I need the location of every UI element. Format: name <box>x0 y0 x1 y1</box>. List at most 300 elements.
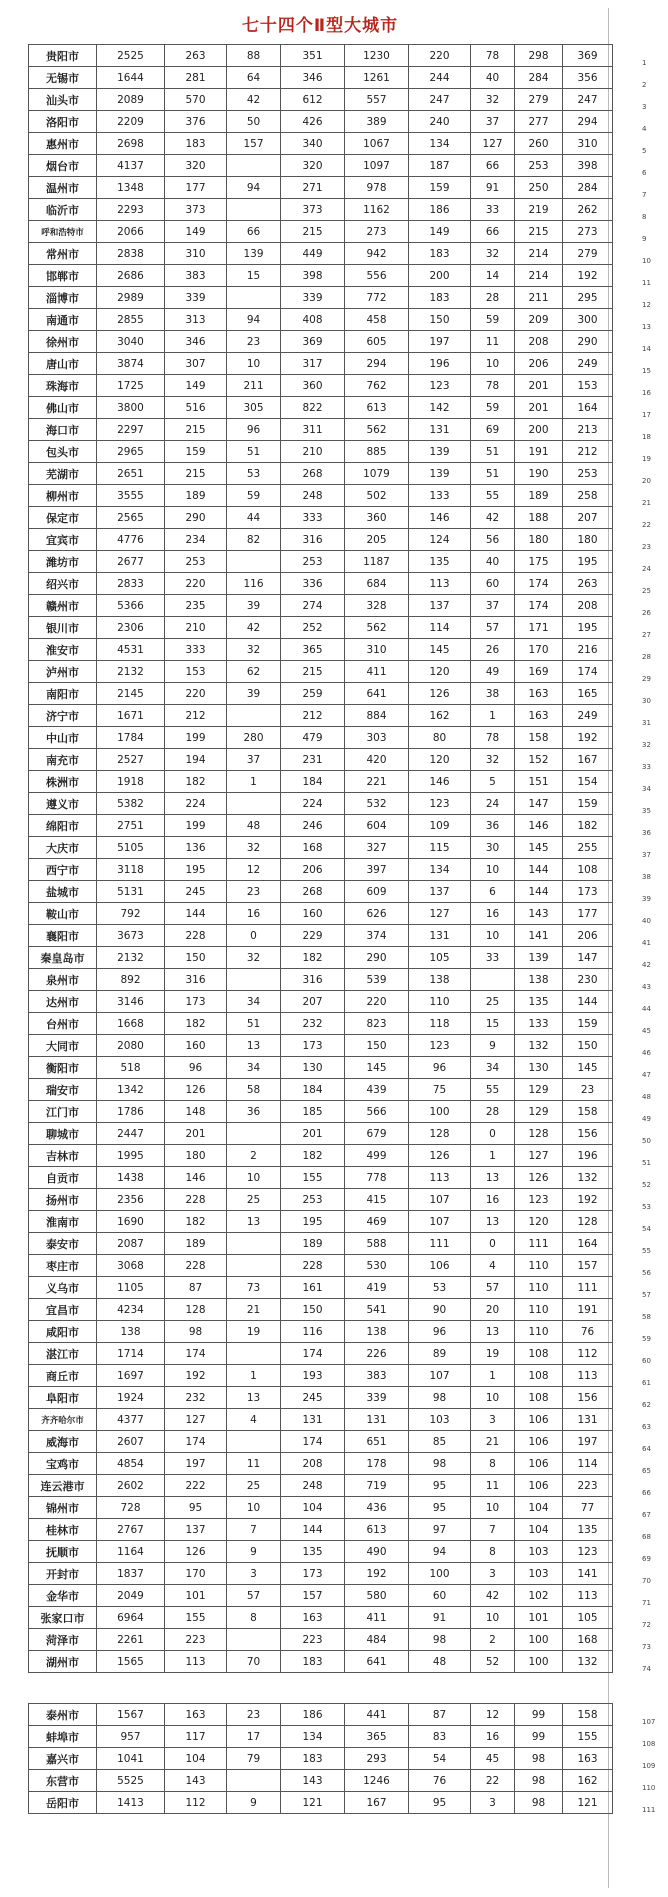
city-name-cell: 吉林市 <box>29 1145 97 1167</box>
value-cell-c2: 223 <box>165 1629 227 1651</box>
value-cell-c3: 157 <box>227 133 281 155</box>
value-cell-c2: 313 <box>165 309 227 331</box>
value-cell-c4: 339 <box>281 287 345 309</box>
value-cell-c1: 1918 <box>97 771 165 793</box>
table-row <box>29 1748 613 1770</box>
value-cell-c8: 132 <box>515 1035 563 1057</box>
value-cell-c3: 39 <box>227 683 281 705</box>
city-name-cell: 烟台市 <box>29 155 97 177</box>
value-cell-c1: 2209 <box>97 111 165 133</box>
rank-number: 26 <box>642 609 651 617</box>
city-name-cell: 枣庄市 <box>29 1255 97 1277</box>
value-cell-c9: 154 <box>563 771 613 793</box>
value-cell-c9: 112 <box>563 1343 613 1365</box>
value-cell-c5: 562 <box>345 617 409 639</box>
value-cell-c8: 99 <box>515 1726 563 1748</box>
value-cell-c8: 253 <box>515 155 563 177</box>
value-cell-c7: 13 <box>471 1167 515 1189</box>
value-cell-c5: 365 <box>345 1726 409 1748</box>
value-cell-c5: 885 <box>345 441 409 463</box>
table-title: 七十四个Ⅱ型大城市 <box>241 16 399 36</box>
value-cell-c3: 39 <box>227 595 281 617</box>
value-cell-c4: 317 <box>281 353 345 375</box>
value-cell-c5: 339 <box>345 1387 409 1409</box>
value-cell-c4: 248 <box>281 1475 345 1497</box>
value-cell-c7: 22 <box>471 1770 515 1792</box>
value-cell-c5: 290 <box>345 947 409 969</box>
value-cell-c2: 235 <box>165 595 227 617</box>
value-cell-c9: 177 <box>563 903 613 925</box>
table-row <box>29 991 613 1013</box>
value-cell-c2: 136 <box>165 837 227 859</box>
rank-number: 108 <box>642 1740 656 1748</box>
value-cell-c1: 4377 <box>97 1409 165 1431</box>
rank-number: 1 <box>642 59 647 67</box>
value-cell-c7: 14 <box>471 265 515 287</box>
value-cell-c7: 32 <box>471 749 515 771</box>
value-cell-c1: 2838 <box>97 243 165 265</box>
city-name-cell: 温州市 <box>29 177 97 199</box>
value-cell-c3: 62 <box>227 661 281 683</box>
value-cell-c6: 138 <box>409 969 471 991</box>
value-cell-c6: 97 <box>409 1519 471 1541</box>
value-cell-c5: 566 <box>345 1101 409 1123</box>
value-cell-c1: 4531 <box>97 639 165 661</box>
value-cell-c4: 228 <box>281 1255 345 1277</box>
city-name-cell: 蚌埠市 <box>29 1726 97 1748</box>
value-cell-c9: 164 <box>563 1233 613 1255</box>
table-row <box>29 507 613 529</box>
table-row <box>29 903 613 925</box>
value-cell-c2: 320 <box>165 155 227 177</box>
city-name-cell: 潍坊市 <box>29 551 97 573</box>
value-cell-c9: 258 <box>563 485 613 507</box>
value-cell-c8: 260 <box>515 133 563 155</box>
value-cell-c6: 133 <box>409 485 471 507</box>
value-cell-c1: 2447 <box>97 1123 165 1145</box>
value-cell-c5: 609 <box>345 881 409 903</box>
value-cell-c6: 137 <box>409 881 471 903</box>
value-cell-c1: 1784 <box>97 727 165 749</box>
value-cell-c9: 165 <box>563 683 613 705</box>
value-cell-c7: 55 <box>471 1079 515 1101</box>
value-cell-c3: 51 <box>227 441 281 463</box>
value-cell-c6: 94 <box>409 1541 471 1563</box>
value-cell-c7: 2 <box>471 1629 515 1651</box>
value-cell-c1: 1786 <box>97 1101 165 1123</box>
value-cell-c3: 23 <box>227 331 281 353</box>
value-cell-c7: 40 <box>471 551 515 573</box>
value-cell-c7: 24 <box>471 793 515 815</box>
value-cell-c6: 131 <box>409 925 471 947</box>
value-cell-c1: 1567 <box>97 1704 165 1726</box>
value-cell-c1: 3068 <box>97 1255 165 1277</box>
value-cell-c9: 76 <box>563 1321 613 1343</box>
table-row <box>29 1497 613 1519</box>
value-cell-c5: 167 <box>345 1792 409 1814</box>
value-cell-c4: 184 <box>281 771 345 793</box>
value-cell-c6: 85 <box>409 1431 471 1453</box>
value-cell-c8: 284 <box>515 67 563 89</box>
value-cell-c7: 13 <box>471 1211 515 1233</box>
table-row <box>29 1792 613 1814</box>
value-cell-c5: 220 <box>345 991 409 1013</box>
rank-number: 8 <box>642 213 647 221</box>
value-cell-c2: 180 <box>165 1145 227 1167</box>
value-cell-c3: 96 <box>227 419 281 441</box>
value-cell-c5: 580 <box>345 1585 409 1607</box>
value-cell-c8: 209 <box>515 309 563 331</box>
value-cell-c8: 141 <box>515 925 563 947</box>
value-cell-c9: 131 <box>563 1409 613 1431</box>
value-cell-c1: 2965 <box>97 441 165 463</box>
value-cell-c3: 79 <box>227 1748 281 1770</box>
value-cell-c5: 420 <box>345 749 409 771</box>
value-cell-c7: 91 <box>471 177 515 199</box>
value-cell-c3 <box>227 199 281 221</box>
value-cell-c7: 38 <box>471 683 515 705</box>
value-cell-c7: 32 <box>471 89 515 111</box>
value-cell-c7: 20 <box>471 1299 515 1321</box>
city-name-cell: 淮南市 <box>29 1211 97 1233</box>
value-cell-c5: 651 <box>345 1431 409 1453</box>
city-name-cell: 扬州市 <box>29 1189 97 1211</box>
table-row <box>29 1277 613 1299</box>
value-cell-c9: 135 <box>563 1519 613 1541</box>
table-row <box>29 331 613 353</box>
value-cell-c5: 383 <box>345 1365 409 1387</box>
value-cell-c4: 224 <box>281 793 345 815</box>
rank-number: 68 <box>642 1533 651 1541</box>
value-cell-c8: 106 <box>515 1409 563 1431</box>
table-row <box>29 177 613 199</box>
value-cell-c5: 226 <box>345 1343 409 1365</box>
value-cell-c4: 229 <box>281 925 345 947</box>
city-name-cell: 襄阳市 <box>29 925 97 947</box>
value-cell-c5: 557 <box>345 89 409 111</box>
value-cell-c3: 57 <box>227 1585 281 1607</box>
city-name-cell: 东营市 <box>29 1770 97 1792</box>
value-cell-c1: 518 <box>97 1057 165 1079</box>
value-cell-c1: 2261 <box>97 1629 165 1651</box>
rank-number: 45 <box>642 1027 651 1035</box>
value-cell-c8: 126 <box>515 1167 563 1189</box>
value-cell-c2: 189 <box>165 485 227 507</box>
value-cell-c3: 88 <box>227 45 281 67</box>
value-cell-c4: 185 <box>281 1101 345 1123</box>
value-cell-c1: 1725 <box>97 375 165 397</box>
value-cell-c1: 5525 <box>97 1770 165 1792</box>
value-cell-c9: 159 <box>563 1013 613 1035</box>
value-cell-c4: 253 <box>281 1189 345 1211</box>
table-row <box>29 1343 613 1365</box>
value-cell-c5: 1230 <box>345 45 409 67</box>
table-row <box>29 221 613 243</box>
value-cell-c3: 36 <box>227 1101 281 1123</box>
value-cell-c5: 397 <box>345 859 409 881</box>
value-cell-c2: 173 <box>165 991 227 1013</box>
value-cell-c2: 98 <box>165 1321 227 1343</box>
value-cell-c9: 206 <box>563 925 613 947</box>
value-cell-c6: 111 <box>409 1233 471 1255</box>
value-cell-c3: 51 <box>227 1013 281 1035</box>
city-name-cell: 唐山市 <box>29 353 97 375</box>
value-cell-c4: 340 <box>281 133 345 155</box>
value-cell-c5: 490 <box>345 1541 409 1563</box>
value-cell-c1: 2145 <box>97 683 165 705</box>
value-cell-c7: 16 <box>471 903 515 925</box>
value-cell-c6: 127 <box>409 903 471 925</box>
value-cell-c6: 145 <box>409 639 471 661</box>
value-cell-c8: 106 <box>515 1431 563 1453</box>
value-cell-c1: 1714 <box>97 1343 165 1365</box>
value-cell-c4: 253 <box>281 551 345 573</box>
table-row <box>29 1519 613 1541</box>
value-cell-c3: 50 <box>227 111 281 133</box>
value-cell-c7: 3 <box>471 1792 515 1814</box>
rank-number: 70 <box>642 1577 651 1585</box>
rank-number: 52 <box>642 1181 651 1189</box>
value-cell-c1: 3800 <box>97 397 165 419</box>
rank-number: 44 <box>642 1005 651 1013</box>
value-cell-c3 <box>227 1255 281 1277</box>
value-cell-c2: 177 <box>165 177 227 199</box>
value-cell-c8: 175 <box>515 551 563 573</box>
value-cell-c4: 174 <box>281 1431 345 1453</box>
value-cell-c9: 369 <box>563 45 613 67</box>
value-cell-c8: 163 <box>515 705 563 727</box>
value-cell-c8: 103 <box>515 1563 563 1585</box>
value-cell-c6: 95 <box>409 1792 471 1814</box>
city-name-cell: 达州市 <box>29 991 97 1013</box>
table-row <box>29 287 613 309</box>
rank-number: 60 <box>642 1357 651 1365</box>
value-cell-c5: 389 <box>345 111 409 133</box>
value-cell-c6: 123 <box>409 1035 471 1057</box>
value-cell-c7: 59 <box>471 309 515 331</box>
value-cell-c4: 135 <box>281 1541 345 1563</box>
value-cell-c2: 333 <box>165 639 227 661</box>
value-cell-c1: 3874 <box>97 353 165 375</box>
city-name-cell: 盐城市 <box>29 881 97 903</box>
value-cell-c7: 57 <box>471 617 515 639</box>
value-cell-c4: 360 <box>281 375 345 397</box>
value-cell-c3: 8 <box>227 1607 281 1629</box>
city-name-cell: 咸阳市 <box>29 1321 97 1343</box>
value-cell-c5: 499 <box>345 1145 409 1167</box>
table-row <box>29 1189 613 1211</box>
value-cell-c6: 186 <box>409 199 471 221</box>
table-row <box>29 1101 613 1123</box>
value-cell-c3 <box>227 1343 281 1365</box>
value-cell-c1: 2306 <box>97 617 165 639</box>
value-cell-c8: 163 <box>515 683 563 705</box>
value-cell-c9: 356 <box>563 67 613 89</box>
value-cell-c4: 479 <box>281 727 345 749</box>
table-row <box>29 1211 613 1233</box>
value-cell-c6: 54 <box>409 1748 471 1770</box>
value-cell-c6: 98 <box>409 1387 471 1409</box>
table-row <box>29 815 613 837</box>
value-cell-c7: 32 <box>471 243 515 265</box>
value-cell-c1: 3146 <box>97 991 165 1013</box>
value-cell-c8: 174 <box>515 573 563 595</box>
value-cell-c8: 298 <box>515 45 563 67</box>
table-row <box>29 595 613 617</box>
value-cell-c6: 109 <box>409 815 471 837</box>
value-cell-c1: 4234 <box>97 1299 165 1321</box>
rank-number: 27 <box>642 631 651 639</box>
value-cell-c4: 274 <box>281 595 345 617</box>
city-name-cell: 无锡市 <box>29 67 97 89</box>
city-name-cell: 株洲市 <box>29 771 97 793</box>
value-cell-c9: 279 <box>563 243 613 265</box>
rank-number: 38 <box>642 873 651 881</box>
table-body <box>29 45 613 1814</box>
value-cell-c2: 143 <box>165 1770 227 1792</box>
value-cell-c6: 247 <box>409 89 471 111</box>
value-cell-c8: 102 <box>515 1585 563 1607</box>
value-cell-c1: 3673 <box>97 925 165 947</box>
value-cell-c5: 626 <box>345 903 409 925</box>
city-name-cell: 抚顺市 <box>29 1541 97 1563</box>
value-cell-c9: 123 <box>563 1541 613 1563</box>
value-cell-c9: 255 <box>563 837 613 859</box>
value-cell-c7: 57 <box>471 1277 515 1299</box>
value-cell-c4: 182 <box>281 1145 345 1167</box>
city-name-cell: 常州市 <box>29 243 97 265</box>
value-cell-c1: 892 <box>97 969 165 991</box>
value-cell-c4: 173 <box>281 1035 345 1057</box>
value-cell-c4: 316 <box>281 529 345 551</box>
value-cell-c5: 719 <box>345 1475 409 1497</box>
value-cell-c6: 120 <box>409 661 471 683</box>
value-cell-c6: 183 <box>409 243 471 265</box>
value-cell-c1: 957 <box>97 1726 165 1748</box>
value-cell-c8: 128 <box>515 1123 563 1145</box>
value-cell-c6: 123 <box>409 375 471 397</box>
table-row <box>29 1770 613 1792</box>
city-name-cell: 开封市 <box>29 1563 97 1585</box>
value-cell-c1: 5131 <box>97 881 165 903</box>
rank-number: 29 <box>642 675 651 683</box>
value-cell-c8: 129 <box>515 1079 563 1101</box>
value-cell-c6: 149 <box>409 221 471 243</box>
table-row <box>29 397 613 419</box>
value-cell-c4: 449 <box>281 243 345 265</box>
value-cell-c9: 141 <box>563 1563 613 1585</box>
value-cell-c8: 214 <box>515 243 563 265</box>
value-cell-c9: 77 <box>563 1497 613 1519</box>
city-name-cell: 中山市 <box>29 727 97 749</box>
value-cell-c5: 604 <box>345 815 409 837</box>
value-cell-c9: 208 <box>563 595 613 617</box>
value-cell-c8: 104 <box>515 1519 563 1541</box>
value-cell-c3: 116 <box>227 573 281 595</box>
value-cell-c6: 240 <box>409 111 471 133</box>
value-cell-c1: 2132 <box>97 947 165 969</box>
value-cell-c9: 191 <box>563 1299 613 1321</box>
value-cell-c8: 211 <box>515 287 563 309</box>
value-cell-c2: 126 <box>165 1541 227 1563</box>
rank-number: 25 <box>642 587 651 595</box>
value-cell-c9: 310 <box>563 133 613 155</box>
value-cell-c6: 146 <box>409 771 471 793</box>
value-cell-c8: 190 <box>515 463 563 485</box>
value-cell-c1: 1438 <box>97 1167 165 1189</box>
value-cell-c5: 411 <box>345 1607 409 1629</box>
value-cell-c6: 113 <box>409 1167 471 1189</box>
value-cell-c7: 52 <box>471 1651 515 1673</box>
rank-number: 22 <box>642 521 651 529</box>
city-name-cell: 商丘市 <box>29 1365 97 1387</box>
value-cell-c6: 200 <box>409 265 471 287</box>
value-cell-c2: 234 <box>165 529 227 551</box>
value-cell-c5: 502 <box>345 485 409 507</box>
value-cell-c9: 216 <box>563 639 613 661</box>
value-cell-c5: 411 <box>345 661 409 683</box>
value-cell-c6: 113 <box>409 573 471 595</box>
rank-number: 31 <box>642 719 651 727</box>
value-cell-c3: 9 <box>227 1792 281 1814</box>
table-row <box>29 1233 613 1255</box>
value-cell-c4: 193 <box>281 1365 345 1387</box>
rank-number: 12 <box>642 301 651 309</box>
value-cell-c8: 180 <box>515 529 563 551</box>
rank-number: 73 <box>642 1643 651 1651</box>
city-name-cell: 淄博市 <box>29 287 97 309</box>
city-name-cell: 泰安市 <box>29 1233 97 1255</box>
value-cell-c9: 108 <box>563 859 613 881</box>
value-cell-c8: 101 <box>515 1607 563 1629</box>
table-row <box>29 1255 613 1277</box>
value-cell-c3: 25 <box>227 1189 281 1211</box>
value-cell-c3: 1 <box>227 771 281 793</box>
rank-number: 9 <box>642 235 647 243</box>
value-cell-c4: 134 <box>281 1726 345 1748</box>
value-cell-c5: 772 <box>345 287 409 309</box>
value-cell-c9: 300 <box>563 309 613 331</box>
city-name-cell: 遵义市 <box>29 793 97 815</box>
value-cell-c5: 778 <box>345 1167 409 1189</box>
value-cell-c2: 373 <box>165 199 227 221</box>
value-cell-c9: 249 <box>563 353 613 375</box>
value-cell-c5: 439 <box>345 1079 409 1101</box>
value-cell-c4: 144 <box>281 1519 345 1541</box>
city-name-cell: 义乌市 <box>29 1277 97 1299</box>
value-cell-c7: 78 <box>471 727 515 749</box>
value-cell-c2: 199 <box>165 815 227 837</box>
value-cell-c4: 351 <box>281 45 345 67</box>
value-cell-c7: 10 <box>471 353 515 375</box>
value-cell-c4: 161 <box>281 1277 345 1299</box>
table-row <box>29 705 613 727</box>
value-cell-c6: 106 <box>409 1255 471 1277</box>
value-cell-c2: 160 <box>165 1035 227 1057</box>
value-cell-c3 <box>227 705 281 727</box>
value-cell-c8: 144 <box>515 881 563 903</box>
value-cell-c7: 7 <box>471 1519 515 1541</box>
value-cell-c3: 4 <box>227 1409 281 1431</box>
value-cell-c6: 75 <box>409 1079 471 1101</box>
value-cell-c6: 183 <box>409 287 471 309</box>
value-cell-c2: 182 <box>165 1211 227 1233</box>
value-cell-c2: 163 <box>165 1704 227 1726</box>
value-cell-c6: 139 <box>409 441 471 463</box>
value-cell-c8: 98 <box>515 1792 563 1814</box>
value-cell-c8: 201 <box>515 375 563 397</box>
rank-number: 111 <box>642 1806 656 1814</box>
